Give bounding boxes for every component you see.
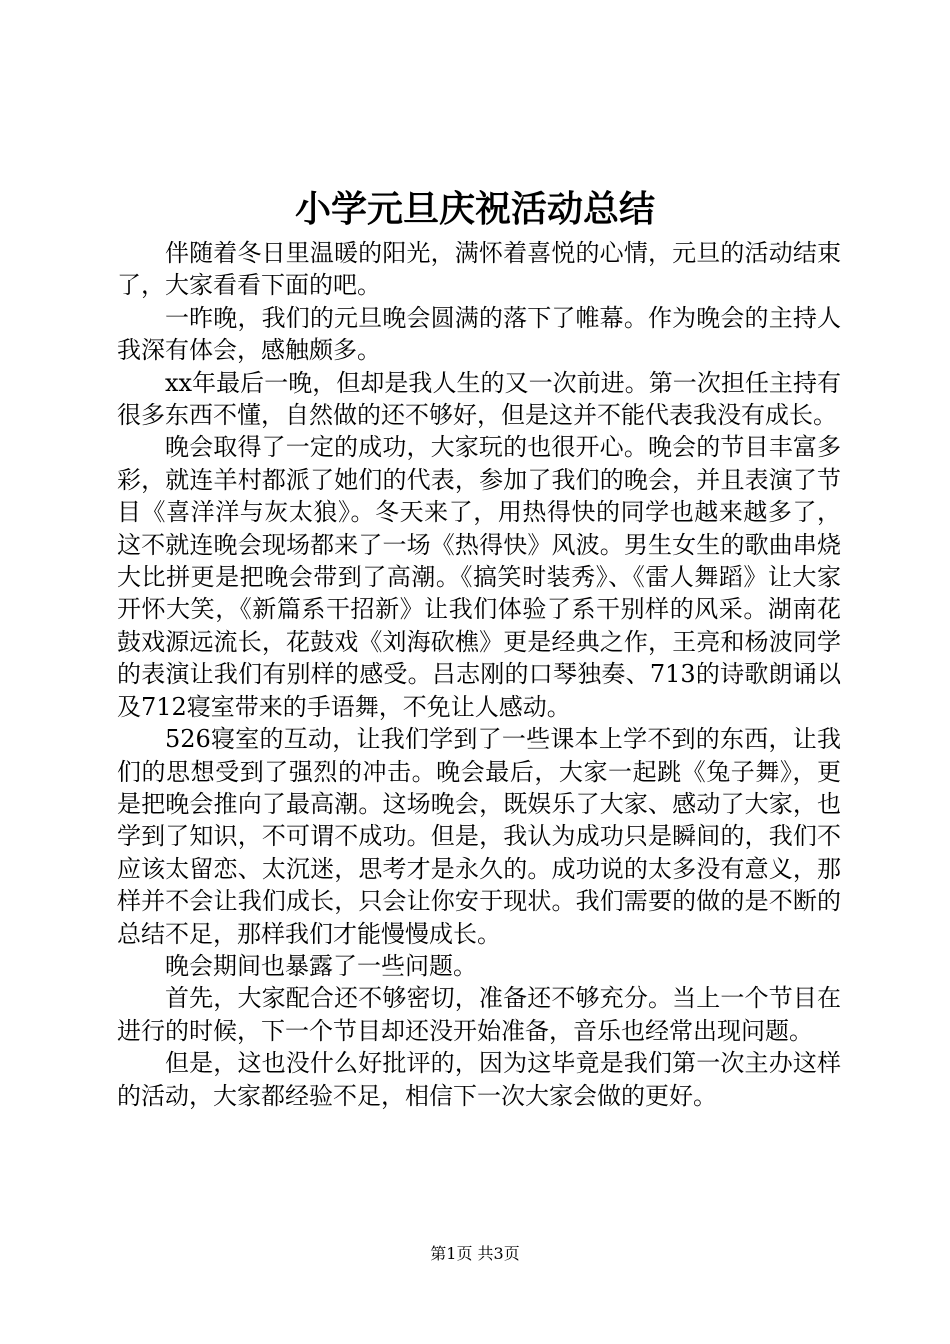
- paragraph: 但是，这也没什么好批评的，因为这毕竟是我们第一次主办这样的活动，大家都经验不足，相信下一次大家会做的更好。: [117, 1049, 841, 1110]
- paragraph: 晚会期间也暴露了一些问题。: [165, 951, 477, 980]
- paragraph: 526寝室的互动，让我们学到了一些课本上学不到的东西，让我们的思想受到了强烈的冲击。晚会最后，大家一起跳《兔子舞》，更是把晚会推向了最高潮。这场晚会，既娱乐了大家、感动了大家，也学到了知识，不可谓不成功。但是，我认为成功只是瞬间的，我们不应该太留恋、太沉迷，思考才是永久的。成功说的太多没有意义，那样并不会让我们成长，只会让你安于现状。我们需要的做的是不断的总结不足，那样我们才能慢慢成长。: [117, 725, 841, 948]
- page-footer: 第1页 共3页: [430, 1244, 520, 1263]
- paragraph: 晚会取得了一定的成功，大家玩的也很开心。晚会的节目丰富多彩，就连羊村都派了她们的代表，参加了我们的晚会，并且表演了节目《喜洋洋与灰太狼》。冬天来了，用热得快的同学也越来越多了，这不就连晚会现场都来了一场《热得快》风波。男生女生的歌曲串烧大比拼更是把晚会带到了高潮。《搞笑时装秀》、《雷人舞蹈》让大家开怀大笑，《新篇系干招新》让我们体验了系干别样的风采。湖南花鼓戏源远流长，花鼓戏《刘海砍樵》更是经典之作，王亮和杨波同学的表演让我们有别样的感受。吕志刚的口琴独奏、713的诗歌朗诵以及712寝室带来的手语舞，不免让人感动。: [117, 433, 841, 721]
- paragraph: 一昨晚，我们的元旦晚会圆满的落下了帷幕。作为晚会的主持人我深有体会，感触颇多。: [117, 303, 841, 365]
- document-title: 小学元旦庆祝活动总结: [294, 188, 655, 230]
- paragraph: 伴随着冬日里温暖的阳光，满怀着喜悦的心情，元旦的活动结束了，大家看看下面的吧。: [117, 239, 841, 300]
- paragraph: xx年最后一晚，但却是我人生的又一次前进。第一次担任主持有很多东西不懂，自然做的还不够好，但是这并不能代表我没有成长。: [117, 368, 841, 430]
- document-body: [117, 237, 841, 1112]
- paragraph: 首先，大家配合还不够密切，准备还不够充分。当上一个节目在进行的时候，下一个节目却还没开始准备，音乐也经常出现问题。: [117, 984, 841, 1045]
